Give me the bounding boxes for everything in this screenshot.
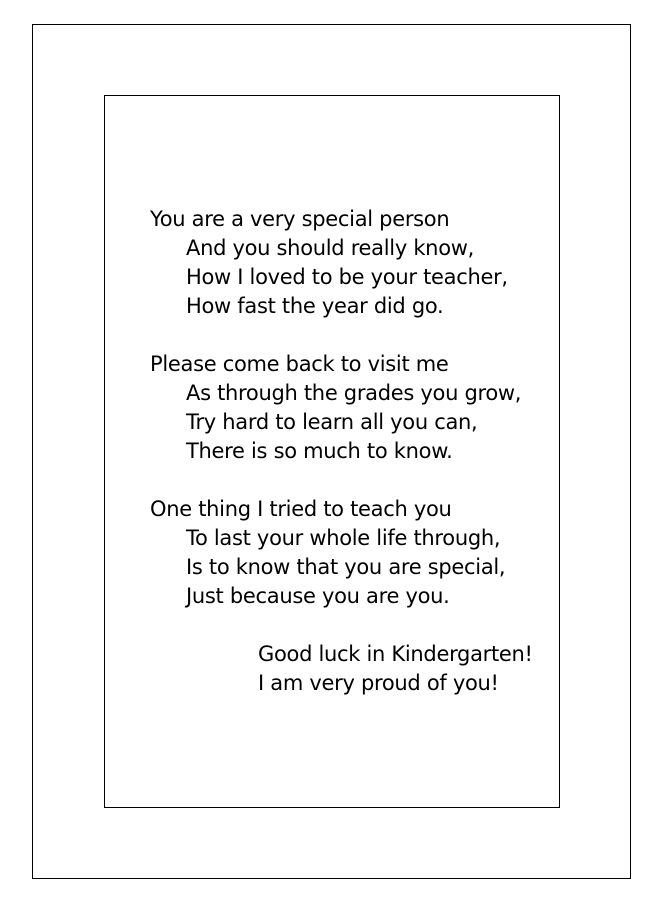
poem-line: To last your whole life through, (186, 526, 501, 550)
poem (150, 205, 570, 698)
poem-line: Try hard to learn all you can, (186, 410, 478, 434)
stanza-2 (150, 350, 570, 466)
stanza-spacer (150, 611, 570, 640)
poem-line: Is to know that you are special, (186, 555, 506, 579)
stanza-3 (150, 495, 570, 611)
poem-line: How I loved to be your teacher, (186, 265, 508, 289)
poem-line: You are a very special person (150, 207, 450, 231)
closing-line: Good luck in Kindergarten! (258, 642, 533, 666)
stanza-spacer (150, 466, 570, 495)
poem-line: One thing I tried to teach you (150, 497, 452, 521)
poem-line: As through the grades you grow, (186, 381, 522, 405)
poem-line: Please come back to visit me (150, 352, 449, 376)
poem-line: And you should really know, (186, 236, 474, 260)
poem-line: There is so much to know. (186, 439, 453, 463)
stanza-spacer (150, 321, 570, 350)
closing-message (150, 640, 570, 698)
closing-line: I am very proud of you! (258, 671, 499, 695)
stanza-1 (150, 205, 570, 321)
poem-line: Just because you are you. (186, 584, 450, 608)
poem-line: How fast the year did go. (186, 294, 444, 318)
